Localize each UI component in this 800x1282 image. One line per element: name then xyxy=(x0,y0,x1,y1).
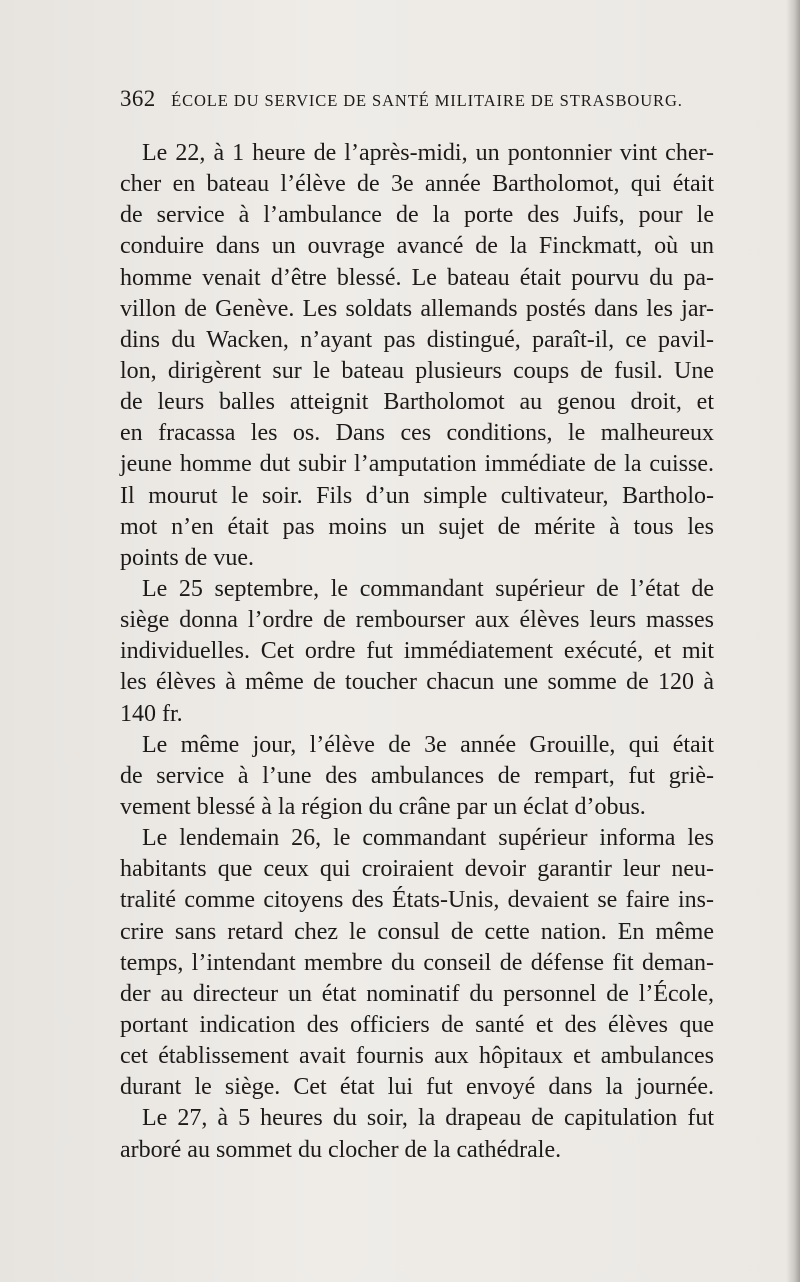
text-line: Le même jour, l’élève de 3e année Grouille, qui était xyxy=(142,731,714,758)
text-line: jeune homme dut subir l’amputation immédiate de la cuisse. xyxy=(120,451,714,478)
text-line: de leurs balles atteignit Bartholomot au genou droit, et xyxy=(120,389,714,416)
text-line: crire sans retard chez le consul de cette nation. En même xyxy=(120,918,714,945)
text-line: durant le siège. Cet état lui fut envoyé dans la journée. xyxy=(120,1074,714,1101)
text-line: Le 27, à 5 heures du soir, la drapeau de capitulation fut xyxy=(142,1105,714,1132)
running-header xyxy=(120,86,720,112)
text-line: de service à l’ambulance de la porte des Juifs, pour le xyxy=(120,202,714,229)
text-line: portant indication des officiers de santé et des élèves que xyxy=(120,1011,714,1038)
text-line: mot n’en était pas moins un sujet de mérite à tous les xyxy=(120,513,714,540)
text-line: temps, l’intendant membre du conseil de défense fit deman- xyxy=(120,949,714,976)
page-number: 362 xyxy=(120,86,156,111)
text-line: points de vue. xyxy=(120,544,254,571)
text-line: siège donna l’ordre de rembourser aux élèves leurs masses xyxy=(120,607,714,634)
text-line: Le 25 septembre, le commandant supérieur de l’état de xyxy=(142,575,714,602)
text-line: homme venait d’être blessé. Le bateau était pourvu du pa- xyxy=(120,264,714,291)
text-line: habitants que ceux qui croiraient devoir garantir leur neu- xyxy=(120,856,714,883)
text-line: tralité comme citoyens des États-Unis, devaient se faire ins- xyxy=(120,887,714,914)
text-line: vement blessé à la région du crâne par un éclat d’obus. xyxy=(120,793,646,820)
text-line: cet établissement avait fournis aux hôpitaux et ambulances xyxy=(120,1043,714,1070)
text-line: Il mourut le soir. Fils d’un simple cultivateur, Bartholo- xyxy=(120,482,714,509)
running-title: ÉCOLE DU SERVICE DE SANTÉ MILITAIRE DE STRASBOURG. xyxy=(171,91,683,110)
text-line: villon de Genève. Les soldats allemands postés dans les jar- xyxy=(120,295,714,322)
text-line: de service à l’une des ambulances de rempart, fut griè- xyxy=(120,762,714,789)
text-line: les élèves à même de toucher chacun une somme de 120 à xyxy=(120,669,714,696)
text-line: der au directeur un état nominatif du personnel de l’École, xyxy=(120,980,714,1007)
text-line: lon, dirigèrent sur le bateau plusieurs coups de fusil. Une xyxy=(120,357,714,384)
text-line: arboré au sommet du clocher de la cathédrale. xyxy=(120,1136,562,1163)
text-line: en fracassa les os. Dans ces conditions, le malheureux xyxy=(120,420,714,447)
body-text xyxy=(120,138,714,1166)
page-edge-shadow xyxy=(786,0,800,1282)
text-line: Le lendemain 26, le commandant supérieur informa les xyxy=(142,825,714,852)
text-line: individuelles. Cet ordre fut immédiatement exécuté, et mit xyxy=(120,638,714,665)
text-line: dins du Wacken, n’ayant pas distingué, paraît-il, ce pavil- xyxy=(120,326,714,353)
text-line: Le 22, à 1 heure de l’après-midi, un pontonnier vint cher- xyxy=(142,140,714,166)
text-line: conduire dans un ouvrage avancé de la Finckmatt, où un xyxy=(120,233,714,260)
text-line: 140 fr. xyxy=(120,700,183,727)
text-line: cher en bateau l’élève de 3e année Bartholomot, qui était xyxy=(120,171,714,198)
